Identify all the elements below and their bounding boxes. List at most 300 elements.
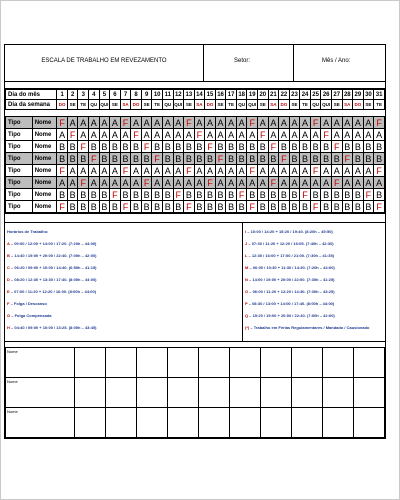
shift-cell[interactable]: F <box>110 189 121 201</box>
shift-cell[interactable]: A <box>152 117 163 129</box>
signature-cell[interactable] <box>354 348 385 378</box>
shift-cell[interactable]: F <box>120 165 131 177</box>
shift-cell[interactable]: B <box>289 201 300 213</box>
shift-cell[interactable]: A <box>374 129 385 141</box>
shift-cell[interactable]: A <box>226 117 237 129</box>
shift-cell[interactable]: B <box>99 153 110 165</box>
shift-cell[interactable]: F <box>78 177 89 189</box>
shift-cell[interactable]: B <box>321 153 332 165</box>
shift-cell[interactable]: F <box>120 117 131 129</box>
legend-key: L <box>245 253 248 258</box>
shift-cell[interactable]: F <box>78 141 89 153</box>
shift-cell[interactable]: B <box>194 189 205 201</box>
shift-cell[interactable]: A <box>215 165 226 177</box>
signature-cell[interactable] <box>168 378 199 408</box>
shift-cell[interactable]: A <box>258 177 269 189</box>
shift-cell[interactable]: A <box>110 117 121 129</box>
shift-cell[interactable]: B <box>247 189 258 201</box>
shift-cell[interactable]: A <box>321 117 332 129</box>
shift-cell[interactable]: B <box>152 141 163 153</box>
shift-cell[interactable]: B <box>89 141 100 153</box>
shift-cell[interactable]: F <box>258 129 269 141</box>
shift-cell[interactable]: A <box>194 177 205 189</box>
shift-cell[interactable]: A <box>363 117 374 129</box>
signature-cell[interactable] <box>292 408 323 438</box>
shift-cell[interactable]: F <box>279 153 290 165</box>
shift-cell[interactable]: A <box>374 177 385 189</box>
shift-cell[interactable]: A <box>279 117 290 129</box>
shift-cell[interactable]: A <box>247 177 258 189</box>
shift-cell[interactable]: A <box>89 177 100 189</box>
shift-cell[interactable]: B <box>215 189 226 201</box>
shift-cell[interactable]: F <box>247 117 258 129</box>
tipo-label: Tipo <box>6 141 33 153</box>
legend-line <box>245 250 383 262</box>
shift-cell[interactable]: A <box>194 117 205 129</box>
shift-cell[interactable]: B <box>310 189 321 201</box>
shift-cell[interactable]: B <box>78 201 89 213</box>
shift-cell[interactable]: B <box>268 153 279 165</box>
shift-cell[interactable]: B <box>331 201 342 213</box>
shift-cell[interactable]: A <box>300 117 311 129</box>
shift-cell[interactable]: A <box>152 165 163 177</box>
shift-cell[interactable]: F <box>57 165 68 177</box>
shift-cell[interactable]: B <box>78 153 89 165</box>
shift-cell[interactable]: F <box>300 189 311 201</box>
shift-cell[interactable]: B <box>289 189 300 201</box>
shift-cell[interactable]: B <box>374 153 385 165</box>
shift-cell[interactable]: F <box>247 165 258 177</box>
shift-cell[interactable]: B <box>279 201 290 213</box>
shift-cell[interactable]: B <box>321 201 332 213</box>
shift-cell[interactable]: B <box>152 189 163 201</box>
shift-cell[interactable]: B <box>205 189 216 201</box>
shift-cell[interactable]: B <box>162 141 173 153</box>
shift-cell[interactable]: B <box>353 141 364 153</box>
shift-cell[interactable]: A <box>89 165 100 177</box>
shift-cell[interactable]: B <box>374 189 385 201</box>
shift-cell[interactable]: A <box>99 117 110 129</box>
signature-cell[interactable] <box>261 348 292 378</box>
shift-cell[interactable]: A <box>78 129 89 141</box>
shift-cell[interactable]: B <box>78 189 89 201</box>
signature-cell[interactable] <box>323 348 354 378</box>
shift-cell[interactable]: A <box>258 117 269 129</box>
shift-cell[interactable]: B <box>162 201 173 213</box>
shift-cell[interactable]: B <box>300 141 311 153</box>
shift-cell[interactable]: A <box>342 165 353 177</box>
signature-cell[interactable] <box>137 378 168 408</box>
shift-cell[interactable]: B <box>184 189 195 201</box>
shift-cell[interactable]: A <box>162 177 173 189</box>
shift-cell[interactable]: A <box>342 177 353 189</box>
shift-cell[interactable]: B <box>162 153 173 165</box>
shift-cell[interactable]: A <box>120 129 131 141</box>
shift-cell[interactable]: B <box>247 153 258 165</box>
shift-cell[interactable]: A <box>152 129 163 141</box>
shift-cell[interactable]: A <box>173 129 184 141</box>
shift-cell[interactable]: A <box>353 177 364 189</box>
shift-cell[interactable]: B <box>321 189 332 201</box>
shift-cell[interactable]: F <box>310 117 321 129</box>
shift-cell[interactable]: B <box>342 141 353 153</box>
shift-cell[interactable]: A <box>162 129 173 141</box>
shift-cell[interactable]: F <box>205 141 216 153</box>
shift-cell[interactable]: A <box>331 117 342 129</box>
shift-cell[interactable]: A <box>67 165 78 177</box>
shift-cell[interactable]: F <box>89 153 100 165</box>
shift-cell[interactable]: B <box>131 141 142 153</box>
signature-cell[interactable] <box>106 348 137 378</box>
shift-cell[interactable]: B <box>268 201 279 213</box>
shift-cell[interactable]: B <box>173 153 184 165</box>
shift-cell[interactable]: A <box>67 177 78 189</box>
shift-cell[interactable]: F <box>374 165 385 177</box>
shift-cell[interactable]: A <box>78 165 89 177</box>
shift-cell[interactable]: A <box>310 129 321 141</box>
shift-cell[interactable]: B <box>67 201 78 213</box>
shift-cell[interactable]: B <box>194 201 205 213</box>
shift-cell[interactable]: B <box>173 141 184 153</box>
shift-cell[interactable]: B <box>205 201 216 213</box>
shift-cell[interactable]: A <box>342 129 353 141</box>
shift-cell[interactable]: B <box>67 189 78 201</box>
shift-cell[interactable]: B <box>141 201 152 213</box>
shift-cell[interactable]: A <box>236 129 247 141</box>
shift-cell[interactable]: A <box>89 129 100 141</box>
shift-cell[interactable]: B <box>258 141 269 153</box>
shift-cell[interactable]: A <box>110 177 121 189</box>
shift-cell[interactable]: A <box>331 165 342 177</box>
signature-cell[interactable] <box>292 378 323 408</box>
shift-cell[interactable]: B <box>258 189 269 201</box>
shift-cell[interactable]: B <box>279 189 290 201</box>
shift-cell[interactable]: B <box>152 201 163 213</box>
shift-cell[interactable]: A <box>120 177 131 189</box>
legend-key: F <box>7 301 10 306</box>
shift-cell[interactable]: A <box>258 165 269 177</box>
signature-cell[interactable] <box>261 408 292 438</box>
shift-cell[interactable]: A <box>67 117 78 129</box>
shift-cell[interactable]: A <box>342 117 353 129</box>
signature-cell[interactable] <box>75 378 106 408</box>
legend-line <box>245 286 383 298</box>
shift-cell[interactable]: B <box>353 153 364 165</box>
shift-cell[interactable]: F <box>268 141 279 153</box>
shift-cell[interactable]: B <box>236 201 247 213</box>
shift-cell[interactable]: A <box>321 165 332 177</box>
shift-cell[interactable]: B <box>194 153 205 165</box>
shift-cell[interactable]: F <box>194 129 205 141</box>
shift-cell[interactable]: F <box>184 201 195 213</box>
shift-cell[interactable]: F <box>67 129 78 141</box>
shift-cell[interactable]: F <box>374 201 385 213</box>
shift-cell[interactable]: B <box>120 189 131 201</box>
shift-cell[interactable]: B <box>363 141 374 153</box>
shift-cell[interactable]: F <box>141 141 152 153</box>
legend-text: – 06:00 / 11:20 + 12:20 / 14:30. (7:30h – 43:25) <box>249 289 335 294</box>
shift-cell[interactable]: F <box>173 189 184 201</box>
shift-cell[interactable]: A <box>363 177 374 189</box>
tipo-label: Tipo <box>6 165 33 177</box>
shift-cell[interactable]: B <box>162 189 173 201</box>
shift-cell[interactable]: A <box>173 165 184 177</box>
shift-cell[interactable]: A <box>78 117 89 129</box>
shift-cell[interactable]: B <box>236 141 247 153</box>
shift-cell[interactable]: F <box>57 201 68 213</box>
shift-cell[interactable]: A <box>173 177 184 189</box>
shift-cell[interactable]: B <box>57 141 68 153</box>
shift-cell[interactable]: B <box>289 153 300 165</box>
shift-cell[interactable]: A <box>205 129 216 141</box>
shift-cell[interactable]: A <box>268 129 279 141</box>
shift-cell[interactable]: B <box>67 141 78 153</box>
shift-cell[interactable]: A <box>289 177 300 189</box>
shift-cell[interactable]: A <box>162 117 173 129</box>
shift-cell[interactable]: B <box>67 153 78 165</box>
day-of-month-row <box>6 90 385 100</box>
signature-cell[interactable] <box>323 378 354 408</box>
shift-cell[interactable]: B <box>57 153 68 165</box>
shift-cell[interactable]: F <box>215 153 226 165</box>
shift-cell[interactable]: B <box>331 189 342 201</box>
signature-cell[interactable] <box>75 348 106 378</box>
shift-cell[interactable]: B <box>120 153 131 165</box>
shift-cell[interactable]: A <box>268 165 279 177</box>
shift-cell[interactable]: A <box>162 165 173 177</box>
shift-cell[interactable]: F <box>184 165 195 177</box>
nome-label: Nome <box>32 141 57 153</box>
shift-cell[interactable]: A <box>300 165 311 177</box>
shift-cell[interactable]: A <box>289 117 300 129</box>
shift-cell[interactable]: B <box>268 189 279 201</box>
shift-cell[interactable]: A <box>353 165 364 177</box>
shift-cell[interactable]: B <box>215 141 226 153</box>
shift-cell[interactable]: A <box>226 129 237 141</box>
shift-cell[interactable]: A <box>184 177 195 189</box>
shift-cell[interactable]: F <box>310 201 321 213</box>
shift-cell[interactable]: B <box>194 141 205 153</box>
shift-cell[interactable]: A <box>141 129 152 141</box>
shift-cell[interactable]: F <box>268 177 279 189</box>
signature-cell[interactable] <box>75 408 106 438</box>
shift-cell[interactable]: A <box>205 165 216 177</box>
shift-cell[interactable]: A <box>310 177 321 189</box>
shift-cell[interactable]: F <box>141 177 152 189</box>
shift-cell[interactable]: A <box>215 117 226 129</box>
shift-cell[interactable]: B <box>342 189 353 201</box>
signature-cell[interactable] <box>199 408 230 438</box>
shift-cell[interactable]: A <box>226 177 237 189</box>
signature-cell[interactable] <box>230 408 261 438</box>
shift-cell[interactable]: F <box>205 177 216 189</box>
shift-cell[interactable]: F <box>57 117 68 129</box>
shift-cell[interactable]: B <box>258 153 269 165</box>
shift-cell[interactable]: B <box>310 153 321 165</box>
shift-cell[interactable]: B <box>99 201 110 213</box>
signature-cell[interactable] <box>230 348 261 378</box>
shift-cell[interactable]: A <box>173 117 184 129</box>
shift-cell[interactable]: B <box>363 153 374 165</box>
shift-cell[interactable]: B <box>331 153 342 165</box>
signature-cell[interactable] <box>354 408 385 438</box>
weekday-row <box>6 100 385 110</box>
shift-cell[interactable]: B <box>321 141 332 153</box>
weekday-cell: QUI <box>173 100 184 110</box>
day-number: 17 <box>227 91 235 98</box>
shift-cell[interactable]: A <box>236 165 247 177</box>
shift-cell[interactable]: A <box>353 117 364 129</box>
shift-cell[interactable]: B <box>258 201 269 213</box>
shift-cell[interactable]: A <box>279 129 290 141</box>
shift-cell[interactable]: A <box>110 129 121 141</box>
shift-cell[interactable]: B <box>89 201 100 213</box>
shift-cell[interactable]: A <box>99 129 110 141</box>
shift-cell[interactable]: B <box>120 141 131 153</box>
shift-cell[interactable]: A <box>215 129 226 141</box>
shift-cell[interactable]: A <box>236 117 247 129</box>
shift-cell[interactable]: B <box>131 189 142 201</box>
signature-cell[interactable] <box>137 408 168 438</box>
shift-cell[interactable]: A <box>131 165 142 177</box>
shift-cell[interactable]: B <box>342 201 353 213</box>
shift-cell[interactable]: A <box>89 117 100 129</box>
shift-cell[interactable]: A <box>268 117 279 129</box>
shift-cell[interactable]: A <box>363 165 374 177</box>
shift-cell[interactable]: F <box>184 117 195 129</box>
shift-cell[interactable]: A <box>184 129 195 141</box>
signature-cell[interactable] <box>199 378 230 408</box>
legend-line <box>7 322 240 334</box>
signature-cell[interactable] <box>168 348 199 378</box>
day-number: 31 <box>374 90 385 100</box>
shift-cell[interactable]: A <box>353 129 364 141</box>
shift-cell[interactable]: A <box>363 129 374 141</box>
legend-key: D <box>7 277 10 282</box>
shift-cell[interactable]: A <box>141 117 152 129</box>
weekday-cell: DO <box>279 100 290 110</box>
shift-cell[interactable]: A <box>236 177 247 189</box>
shift-cell[interactable]: F <box>247 201 258 213</box>
shift-cell[interactable]: A <box>300 177 311 189</box>
signature-cell[interactable] <box>106 408 137 438</box>
shift-cell[interactable]: A <box>141 165 152 177</box>
shift-cell[interactable]: B <box>236 153 247 165</box>
legend-text: – Folga / Descanso <box>10 301 47 306</box>
shift-cell[interactable]: B <box>363 201 374 213</box>
shift-cell[interactable]: A <box>152 177 163 189</box>
shift-cell[interactable]: F <box>342 153 353 165</box>
shift-cell[interactable]: B <box>215 201 226 213</box>
shift-cell[interactable]: B <box>226 153 237 165</box>
shift-cell[interactable]: A <box>289 165 300 177</box>
legend-text: – 09:00 / 12:00 + 14:00 / 17:20. (7:20h – 44:00) <box>10 241 97 246</box>
shift-cell[interactable]: B <box>205 153 216 165</box>
signature-cell[interactable] <box>354 378 385 408</box>
shift-cell[interactable]: F <box>363 189 374 201</box>
shift-cell[interactable]: A <box>99 165 110 177</box>
shift-cell[interactable]: B <box>57 189 68 201</box>
shift-cell[interactable]: B <box>99 141 110 153</box>
shift-cell[interactable]: B <box>310 141 321 153</box>
shift-cell[interactable]: A <box>279 177 290 189</box>
signature-cell[interactable] <box>230 378 261 408</box>
signature-cell[interactable] <box>292 348 323 378</box>
shift-cell[interactable]: A <box>279 165 290 177</box>
shift-cell[interactable]: F <box>331 141 342 153</box>
shift-cell[interactable]: B <box>110 153 121 165</box>
shift-cell[interactable]: A <box>99 177 110 189</box>
shift-cell[interactable]: F <box>152 153 163 165</box>
signature-cell[interactable] <box>323 408 354 438</box>
weekday-cell: TE <box>152 100 163 110</box>
signature-grid <box>5 347 385 438</box>
shift-cell[interactable]: A <box>247 129 258 141</box>
shift-cell[interactable]: A <box>110 165 121 177</box>
shift-cell[interactable]: A <box>205 117 216 129</box>
shift-cell[interactable]: A <box>289 129 300 141</box>
shift-cell[interactable]: F <box>236 189 247 201</box>
shift-cell[interactable]: B <box>353 201 364 213</box>
shift-cell[interactable]: B <box>353 189 364 201</box>
shift-cell[interactable]: B <box>226 201 237 213</box>
shift-cell[interactable]: A <box>131 117 142 129</box>
shift-cell[interactable]: A <box>131 177 142 189</box>
day-number: 15 <box>206 91 214 98</box>
shift-cell[interactable]: A <box>321 177 332 189</box>
shift-cell[interactable]: A <box>57 129 68 141</box>
signature-cell[interactable] <box>106 378 137 408</box>
signature-cell[interactable] <box>261 378 292 408</box>
shift-cell[interactable]: B <box>279 141 290 153</box>
shift-cell[interactable]: F <box>120 201 131 213</box>
shift-cell[interactable]: B <box>300 153 311 165</box>
shift-cell[interactable]: B <box>300 201 311 213</box>
shift-cell[interactable]: F <box>310 165 321 177</box>
shift-cell[interactable]: B <box>131 201 142 213</box>
shift-cell[interactable]: B <box>131 153 142 165</box>
shift-cell[interactable]: B <box>110 141 121 153</box>
schedule-row <box>6 165 385 177</box>
shift-cell[interactable]: B <box>184 141 195 153</box>
shift-cell[interactable]: B <box>141 153 152 165</box>
shift-cell[interactable]: A <box>215 177 226 189</box>
shift-cell[interactable]: F <box>374 117 385 129</box>
shift-cell[interactable]: B <box>247 141 258 153</box>
shift-cell[interactable]: F <box>331 177 342 189</box>
shift-cell[interactable]: F <box>321 129 332 141</box>
shift-cell[interactable]: A <box>57 177 68 189</box>
signature-cell[interactable] <box>137 348 168 378</box>
shift-cell[interactable]: A <box>226 165 237 177</box>
shift-cell[interactable]: B <box>99 189 110 201</box>
shift-cell[interactable]: B <box>226 189 237 201</box>
shift-cell[interactable]: B <box>374 141 385 153</box>
signature-cell[interactable] <box>168 408 199 438</box>
shift-cell[interactable]: B <box>89 189 100 201</box>
shift-cell[interactable]: B <box>226 141 237 153</box>
shift-cell[interactable]: B <box>110 201 121 213</box>
shift-cell[interactable]: A <box>331 129 342 141</box>
shift-cell[interactable]: A <box>300 129 311 141</box>
shift-cell[interactable]: B <box>141 189 152 201</box>
shift-cell[interactable]: F <box>131 129 142 141</box>
shift-cell[interactable]: B <box>173 201 184 213</box>
shift-cell[interactable]: B <box>184 153 195 165</box>
shift-cell[interactable]: A <box>194 165 205 177</box>
shift-cell[interactable]: B <box>289 141 300 153</box>
signature-cell[interactable] <box>199 348 230 378</box>
